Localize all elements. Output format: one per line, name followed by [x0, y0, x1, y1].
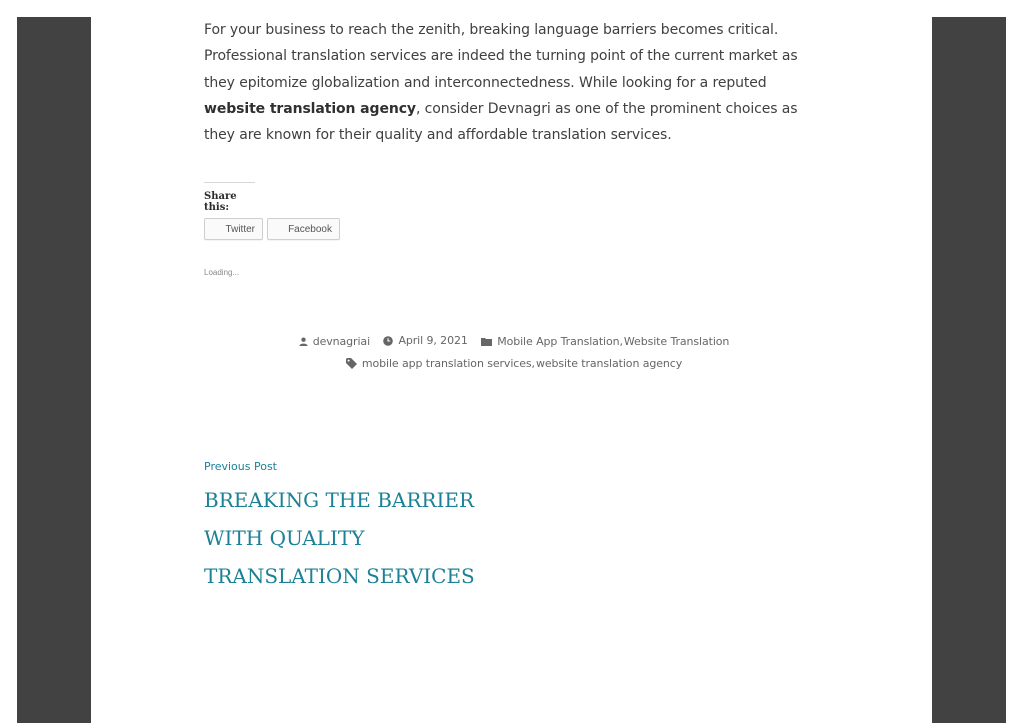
previous-post-title-line: WITH QUALITY: [204, 526, 365, 550]
likes-loading-text: Loading...: [204, 268, 240, 277]
tag-icon: [346, 358, 357, 369]
post-content: [204, 17, 824, 588]
tag-link[interactable]: website translation agency: [535, 357, 683, 370]
post-tags: mobile app translation services , website translation agency: [346, 357, 682, 370]
post-tags-row: [204, 357, 824, 372]
paragraph-text-end: , consider Devnagri as one of the prominent choices as they are known for their quality and affordable translation services.: [204, 100, 798, 144]
share-buttons: [204, 218, 340, 240]
person-icon: [299, 337, 308, 346]
twitter-share-button[interactable]: Twitter: [204, 218, 263, 240]
website-translation-agency-link[interactable]: website translation agency: [204, 100, 416, 117]
category-link[interactable]: Mobile App Translation: [497, 334, 620, 348]
post-author: [299, 335, 370, 348]
facebook-share-button[interactable]: Facebook: [267, 218, 340, 240]
share-heading: Share this:: [204, 182, 255, 213]
left-sidebar-bar: [17, 17, 91, 723]
previous-post-label[interactable]: Previous Post: [204, 460, 277, 473]
article-paragraph: [204, 17, 824, 148]
date-link[interactable]: April 9, 2021: [398, 334, 468, 347]
author-link[interactable]: devnagriai: [312, 334, 371, 348]
previous-post-title-link[interactable]: [204, 481, 504, 595]
post-meta-row: [204, 334, 824, 349]
tag-link[interactable]: mobile app translation services: [361, 357, 532, 370]
folder-icon: [481, 337, 492, 346]
category-link[interactable]: Website Translation: [623, 334, 730, 348]
previous-post-title-line: TRANSLATION SERVICES: [204, 564, 475, 588]
clock-icon: [383, 336, 393, 346]
paragraph-text-start: For your business to reach the zenith, breaking language barriers becomes critical. Professional translation services are indeed the turning point of the current market as they epitomize globalization and interconnectedness. While looking for a reputed: [204, 22, 798, 91]
previous-post-title-line: BREAKING THE BARRIER: [204, 488, 475, 512]
post-date: [383, 334, 467, 347]
right-sidebar-bar: [932, 17, 1006, 723]
post-categories: Mobile App Translation , Website Translation: [481, 335, 729, 348]
